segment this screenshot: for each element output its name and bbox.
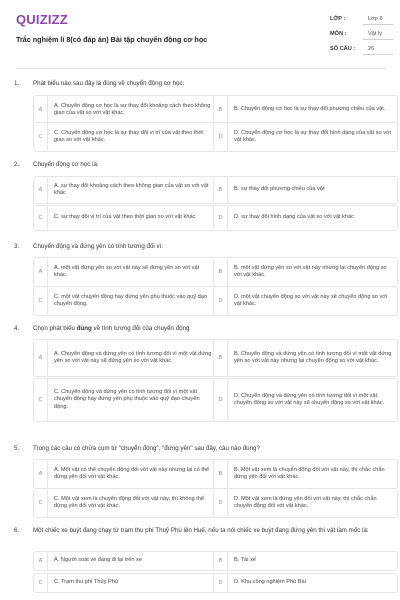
question-number: 3. [14, 243, 20, 250]
option-text: D. Một vật xem là đứng yên đối với vật này, thì chắc chắn chuyển động đối với vật khác. [234, 495, 377, 509]
option-letter: C [34, 287, 48, 315]
option-a[interactable] [33, 339, 218, 377]
meta-class-label: LỚP : [330, 16, 346, 22]
option-letter: B [214, 96, 228, 124]
option-letter: B [214, 258, 228, 286]
option-letter: A [34, 552, 48, 570]
option-text: A. sự thay đổi khoảng cách theo không gian của vật so với vật khác [54, 182, 209, 196]
option-text: C. sự thay đổi vị trí của vật theo thời gian so với vật khác [54, 214, 196, 221]
option-letter: D [214, 379, 228, 421]
option-c[interactable] [33, 122, 218, 152]
question-text-start: Chọn phát biểu [33, 325, 77, 332]
question-text: Trong các câu có chứa cụm từ "chuyển động", "đứng yên" sau đây, câu nào đúng? [33, 445, 260, 452]
meta-class-value: Lớp 8 [368, 16, 383, 22]
option-c[interactable] [33, 378, 218, 422]
option-letter: A [34, 460, 48, 488]
option-text: B. Chuyển động cơ học là sự thay đổi phương chiều của vật. [234, 106, 386, 113]
option-d[interactable] [213, 378, 398, 422]
option-text: B. Tài xế [234, 557, 256, 564]
option-letter: A [34, 96, 48, 124]
option-letter: B [214, 340, 228, 376]
option-b[interactable] [213, 551, 398, 571]
meta-count-value: 26 [368, 46, 375, 52]
option-a[interactable] [33, 95, 218, 125]
option-letter: A [34, 177, 48, 203]
option-b[interactable] [213, 257, 398, 287]
option-text: C. Chuyển động cơ học là sự thay đổi vị trí của vật theo thời gian so với vật khác. [54, 129, 204, 143]
option-text: D. sự thay đổi hình dạng của vật so với vật khác [234, 214, 354, 221]
option-letter: D [214, 574, 228, 592]
meta-count-label: SỐ CÂU : [330, 46, 356, 52]
question-text-end: về tính tương đối của chuyển động [91, 325, 190, 332]
option-letter: C [34, 123, 48, 151]
header-divider [16, 68, 386, 69]
option-letter: D [214, 287, 228, 315]
option-text: C. Một vật xem là chuyển động đối với vật này, thì không thể đứng yên đối với vật khác. [54, 495, 205, 509]
option-letter: A [34, 340, 48, 376]
option-c[interactable] [33, 573, 218, 593]
question-number: 5. [14, 445, 20, 452]
option-letter: C [34, 574, 48, 592]
option-d[interactable] [213, 286, 398, 316]
option-text: A. một vật đứng yên so với vật này sẽ đứng yên so với vật khác. [54, 264, 200, 278]
option-letter: B [214, 552, 228, 570]
option-c[interactable] [33, 488, 218, 518]
option-b[interactable] [213, 95, 398, 125]
option-text: B. một vật đứng yên so với vật này nhưng lại chuyển động so với vật khác. [234, 264, 387, 278]
option-b[interactable] [213, 176, 398, 204]
option-letter: D [214, 206, 228, 230]
option-b[interactable] [213, 459, 398, 489]
question-text: Phát biểu nào sau đây là đúng về chuyển động cơ học: [33, 80, 185, 87]
option-text: C. Chuyển động và đứng yên có tính tương đối vì một vật chuyển động hay đứng yên phụ thuộc vào quỹ đạo chuyển động. [54, 389, 200, 410]
meta-divider [363, 54, 393, 55]
question-text-emphasis: đúng [76, 325, 92, 332]
option-a[interactable] [33, 257, 218, 287]
option-b[interactable] [213, 339, 398, 377]
meta-divider [363, 39, 393, 40]
option-c[interactable] [33, 205, 218, 231]
option-a[interactable] [33, 459, 218, 489]
option-text: A. Chuyển động và đứng yên có tính tương đối vì một vật đứng yên so với vật này sẽ đứng yên so với vật khác. [54, 350, 212, 364]
meta-subject-label: MÔN : [330, 31, 347, 37]
option-text: C. Trạm thu phí Thủy Phù [54, 579, 118, 586]
question-number: 2. [14, 161, 20, 168]
worksheet-header [0, 0, 400, 66]
question-number: 4. [14, 325, 20, 332]
meta-subject-value: Vật lý [368, 31, 382, 37]
option-d[interactable] [213, 488, 398, 518]
option-letter: C [34, 489, 48, 517]
option-text: A. Một vật có thể chuyển động đối với vật này nhưng lại có thể đứng yên đối với vật khác. [54, 466, 210, 480]
option-letter: D [214, 489, 228, 517]
quizizz-logo: QUIZIZZ [16, 12, 68, 27]
page-title: Trắc nghiệm lí 8(có đáp án) Bài tập chuyển động cơ học [16, 35, 208, 44]
option-c[interactable] [33, 286, 218, 316]
option-text: D. Chuyển động cơ học là sự thay đổi hình dạng của vật so với vật khác. [234, 129, 391, 143]
option-text: D. Chuyển động và đứng yên có tính tương đối vì một vật chuyển động so với vật này sẽ chuyển động so với vật khác. [234, 392, 385, 406]
option-d[interactable] [213, 573, 398, 593]
option-text: A. Người soát vé đang đi lại trên xe [54, 557, 142, 564]
option-d[interactable] [213, 122, 398, 152]
option-text: B. Một vật xem là chuyển động đối với vật này, thì chắc chắn đứng yên đối với vật khác. [234, 466, 385, 480]
option-text: B. sự thay đổi phương chiều của vật [234, 186, 325, 193]
option-letter: D [214, 123, 228, 151]
option-a[interactable] [33, 176, 218, 204]
option-text: A. Chuyển động cơ học là sự thay đổi khoảng cách theo không gian của vật so với vật khác. [54, 102, 211, 116]
question-number: 1. [14, 80, 20, 87]
meta-divider [363, 24, 393, 25]
option-text: C. một vật chuyển động hay đứng yên phụ thuộc vào quỹ đạo chuyển động. [54, 293, 208, 307]
option-text: D. Khu công nghiệm Phú Bài [234, 579, 306, 586]
option-letter: C [34, 206, 48, 230]
question-text: Chuyển động cơ học là: [33, 161, 99, 168]
question-text: Chuyển động và đứng yên có tính tương đối vì: [33, 243, 163, 250]
option-d[interactable] [213, 205, 398, 231]
option-letter: B [214, 460, 228, 488]
option-letter: A [34, 258, 48, 286]
question-text [33, 325, 383, 334]
question-number: 6. [14, 527, 20, 534]
option-letter: B [214, 177, 228, 203]
option-a[interactable] [33, 551, 218, 571]
option-text: D. một vật chuyển động so với vật này sẽ chuyển động so với vật khác. [234, 293, 388, 307]
option-text: B. Chuyển động và đứng yên có tính tương đối vì một vật đứng yên so với vật này nhưng lại chuyển động so với vật khác. [234, 350, 392, 364]
question-text: Một chiếc xe buýt đang chạy từ trạm thu phí Thuỷ Phù lên Huế, nếu ta nói chiếc xe buýt đang đứng yên thì vật làm mốc là: [33, 527, 369, 534]
option-letter: C [34, 379, 48, 421]
